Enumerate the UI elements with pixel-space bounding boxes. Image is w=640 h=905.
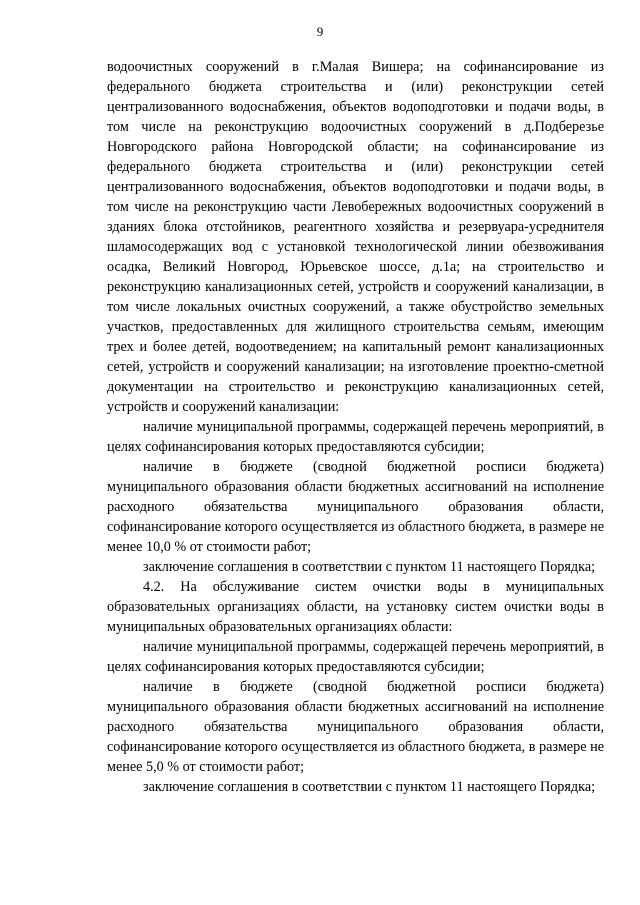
paragraph-agreement-requirement: заключение соглашения в соответствии с пунктом 11 настоящего Порядка; bbox=[143, 779, 596, 795]
paragraph-item-4-2: 4.2. На обслуживание систем очистки воды в муниципальных образовательных организациях области, на установку систем очистки воды в муниципальных образовательных организациях области: bbox=[107, 579, 604, 635]
paragraph-agreement-requirement: заключение соглашения в соответствии с пунктом 11 настоящего Порядка; bbox=[143, 559, 596, 575]
paragraph-program-requirement: наличие муниципальной программы, содержащей перечень мероприятий, в целях софинансирования которых предоставляются субсидии; bbox=[107, 639, 604, 675]
page-number: 9 bbox=[316, 24, 324, 39]
paragraph-budget-requirement: наличие в бюджете (сводной бюджетной росписи бюджета) муниципального образования области бюджетных ассигнований на исполнение расходного обязательства муниципального образования области, софинансирование которого осуществляется из областного бюджета, в размере не менее 5,0 % от стоимости работ; bbox=[107, 679, 604, 775]
paragraph-program-requirement: наличие муниципальной программы, содержащей перечень мероприятий, в целях софинансирования которых предоставляются субсидии; bbox=[107, 419, 604, 455]
paragraph-continuation: водоочистных сооружений в г.Малая Вишера; на софинансирование из федерального бюджета строительства и (или) реконструкции сетей централизованного водоснабжения, объектов водоподготовки и подачи воды, в том числе на реконструкцию водоочистных сооружений в д.Подберезье Новгородского района Новгородской области; на софинансирование из федерального бюджета строительства и (или) реконструкции сетей централизованного водоснабжения, объектов водоподготовки и подачи воды, в том числе на реконструкцию части Левобережных водоочистных сооружений в зданиях блока отстойников, реагентного хозяйства и резервуара-усреднителя шламосодержащих вод с установкой технологической линии обезвоживания осадка, Великий Новгород, Юрьевское шоссе, д.1а; на строительство и реконструкцию канализационных сетей, устройств и сооружений канализации, в том числе локальных очистных сооружений, а также обустройство земельных участков, предоставленных для жилищного строительства семьям, имеющим трех и более детей, водоотведением; на капитальный ремонт канализационных сетей, устройств и сооружений канализации; на изготовление проектно-сметной документации на строительство и реконструкцию канализационных сетей, устройств и сооружений канализации: bbox=[107, 59, 604, 415]
paragraph-budget-requirement: наличие в бюджете (сводной бюджетной росписи бюджета) муниципального образования области бюджетных ассигнований на исполнение расходного обязательства муниципального образования области, софинансирование которого осуществляется из областного бюджета, в размере не менее 10,0 % от стоимости работ; bbox=[107, 459, 604, 555]
document-body bbox=[107, 57, 604, 797]
